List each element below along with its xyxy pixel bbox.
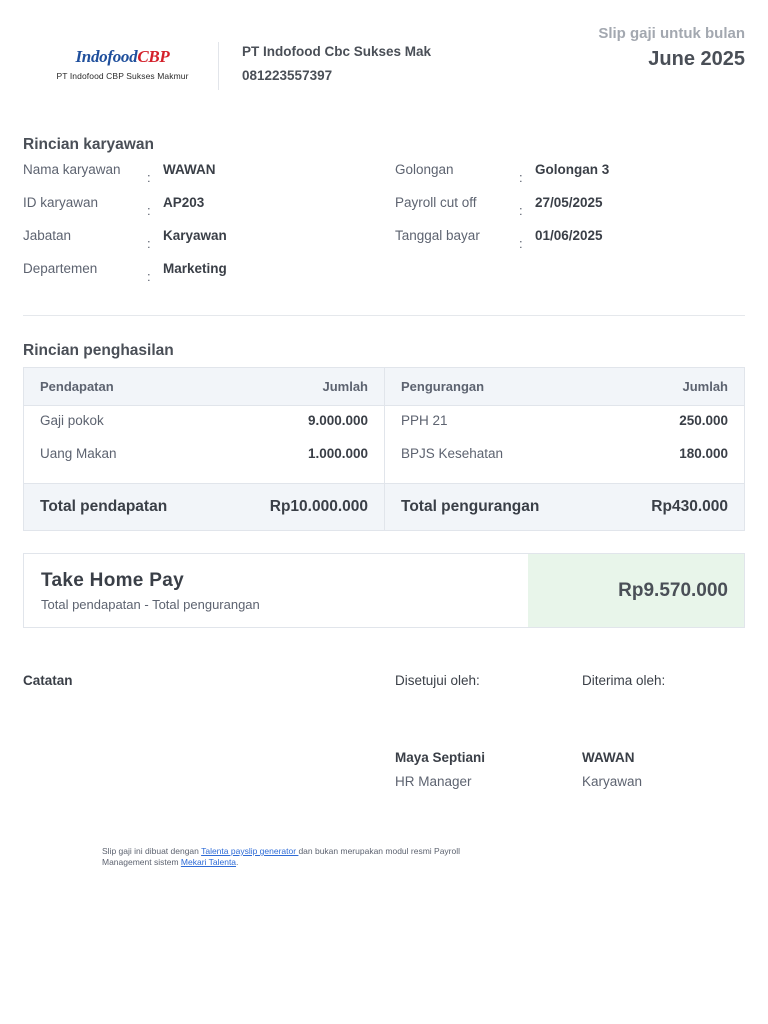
period-label: Slip gaji untuk bulan: [598, 25, 745, 42]
detail-row-cutoff: [395, 195, 745, 218]
detail-row-id: [23, 195, 383, 218]
detail-value: WAWAN: [163, 162, 216, 177]
detail-colon: :: [147, 269, 151, 284]
mekari-talenta-link[interactable]: Mekari Talenta: [180, 857, 237, 867]
income-item-label: Gaji pokok: [40, 413, 104, 428]
table-row: [24, 443, 384, 467]
detail-value: Marketing: [163, 261, 227, 276]
deduction-total-row: [385, 483, 744, 530]
deduction-item-amount: 180.000: [679, 446, 728, 461]
receiver-role: Karyawan: [582, 774, 643, 789]
income-total-value: Rp10.000.000: [269, 498, 368, 515]
detail-colon: :: [519, 236, 523, 251]
section-divider: [23, 315, 745, 316]
footer-disclaimer: [102, 846, 462, 868]
detail-label: Jabatan: [23, 228, 72, 243]
detail-value: AP203: [163, 195, 205, 210]
table-row: [24, 410, 384, 434]
deduction-header: [385, 368, 744, 406]
approver-name: Maya Septiani: [395, 750, 486, 765]
deduction-item-label: BPJS Kesehatan: [401, 446, 504, 461]
footer-text: .: [236, 857, 239, 867]
receiver-label: Diterima oleh:: [582, 673, 666, 688]
take-home-pay-highlight: [528, 554, 744, 627]
payslip-header: [0, 0, 768, 110]
approver-role: HR Manager: [395, 774, 472, 789]
detail-row-department: [23, 261, 383, 284]
approver-label: Disetujui oleh:: [395, 673, 480, 688]
detail-value: 27/05/2025: [535, 195, 603, 210]
logo-brand-main: Indofood: [75, 47, 138, 66]
detail-colon: :: [519, 170, 523, 185]
earnings-section-title: Rincian penghasilan: [23, 342, 174, 359]
earnings-table: [23, 367, 745, 531]
logo-subtitle: PT Indofood CBP Sukses Makmur: [56, 71, 189, 81]
deduction-item-label: PPH 21: [401, 413, 448, 428]
company-info: [242, 43, 431, 85]
income-column: [24, 368, 384, 530]
header-divider: [218, 42, 219, 90]
footer-text: dan bukan merupakan modul resmi Payroll Management sistem: [102, 846, 461, 867]
take-home-pay-formula: Total pendapatan - Total pengurangan: [41, 597, 260, 612]
footer-text: Slip gaji ini dibuat dengan: [102, 846, 202, 856]
income-item-label: Uang Makan: [40, 446, 117, 461]
detail-row-position: [23, 228, 383, 251]
income-item-amount: 9.000.000: [307, 413, 368, 428]
detail-label: Payroll cut off: [395, 195, 477, 210]
detail-row-paydate: [395, 228, 745, 251]
detail-label: Golongan: [395, 162, 454, 177]
detail-row-grade: [395, 162, 745, 185]
logo-brand-accent: CBP: [137, 47, 170, 66]
detail-value: Karyawan: [163, 228, 227, 243]
company-logo: [40, 44, 205, 90]
notes-label: Catatan: [23, 673, 73, 688]
company-phone: 081223557397: [242, 68, 333, 83]
detail-label: ID karyawan: [23, 195, 99, 210]
period-value: June 2025: [648, 48, 745, 70]
detail-value: Golongan 3: [535, 162, 610, 177]
take-home-pay-title: Take Home Pay: [41, 570, 184, 591]
income-header: [24, 368, 384, 406]
deduction-total-value: Rp430.000: [651, 498, 728, 515]
detail-row-name: [23, 162, 383, 185]
take-home-pay-card: [23, 553, 745, 628]
detail-colon: :: [519, 203, 523, 218]
income-total-row: [24, 483, 384, 530]
receiver-name: WAWAN: [582, 750, 635, 765]
deduction-item-amount: 250.000: [679, 413, 728, 428]
take-home-pay-amount: Rp9.570.000: [618, 580, 728, 601]
deduction-total-label: Total pengurangan: [401, 498, 540, 515]
detail-colon: :: [147, 170, 151, 185]
detail-colon: :: [147, 203, 151, 218]
income-header-amount: Jumlah: [322, 379, 368, 394]
detail-label: Tanggal bayar: [395, 228, 480, 243]
income-item-amount: 1.000.000: [307, 446, 368, 461]
income-header-label: Pendapatan: [40, 379, 114, 394]
detail-value: 01/06/2025: [535, 228, 603, 243]
deduction-header-label: Pengurangan: [401, 379, 485, 394]
talenta-generator-link[interactable]: Talenta payslip generator: [201, 846, 299, 856]
detail-colon: :: [147, 236, 151, 251]
income-total-label: Total pendapatan: [40, 498, 168, 515]
company-name: PT Indofood Cbc Sukses Mak: [242, 44, 432, 59]
detail-label: Nama karyawan: [23, 162, 121, 177]
detail-label: Departemen: [23, 261, 98, 276]
employee-section-title: Rincian karyawan: [23, 136, 154, 153]
payslip-period: [598, 24, 745, 72]
table-row: [385, 443, 744, 467]
deduction-column: [384, 368, 744, 530]
deduction-header-amount: Jumlah: [682, 379, 728, 394]
table-row: [385, 410, 744, 434]
